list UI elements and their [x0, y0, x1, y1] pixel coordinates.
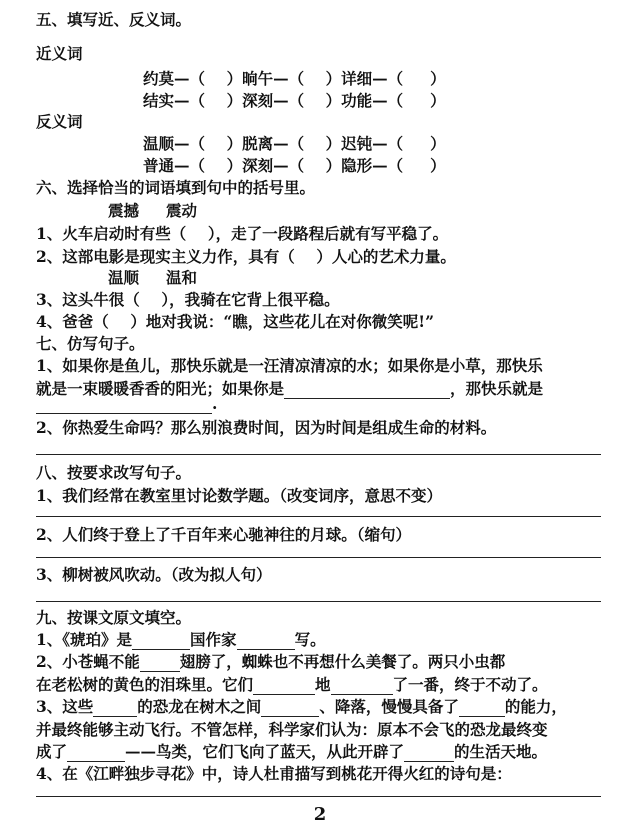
- answer-line[interactable]: [36, 796, 601, 797]
- answer-blank[interactable]: [331, 678, 393, 695]
- question8-3: 3、柳树被风吹动。（改为拟人句）: [36, 565, 272, 584]
- synonym-row-2: 结实—（ ）深刻—（ ）功能—（ ）: [143, 91, 446, 110]
- answer-line[interactable]: [36, 601, 601, 602]
- question6-4: 4、爸爸（ ）地对我说：“瞧，这些花儿在对你微笑呢!”: [36, 312, 435, 331]
- synonym-row-1: 约莫—（ ）晌午—（ ）详细—（ ）: [143, 69, 446, 88]
- question6-3: 3、这头牛很（ ），我骑在它背上很平稳。: [36, 290, 340, 309]
- antonym-row-2: 普通—（ ）深刻—（ ）隐形—（ ）: [143, 156, 446, 175]
- synonym-label: 近义词: [36, 44, 83, 63]
- answer-blank[interactable]: [67, 745, 125, 762]
- answer-blank[interactable]: [140, 655, 180, 672]
- question7-2: 2、你热爱生命吗？那么别浪费时间，因为时间是组成生命的材料。: [36, 418, 497, 437]
- question6-2: 2、这部电影是现实主义力作，具有（ ）人心的艺术力量。: [36, 247, 456, 266]
- section8-title: 八、按要求改写句子。: [36, 463, 192, 482]
- section7-title: 七、仿写句子。: [36, 334, 145, 353]
- question9-1: 1、《琥珀》是 国作家 写。: [36, 630, 326, 649]
- question9-3-line3: 成了 ——鸟类，它们飞向了蓝天，从此开辟了 的生活天地。: [36, 742, 548, 761]
- question7-1-line1: 1、如果你是鱼儿，那快乐就是一汪清凉清凉的水；如果你是小草，那快乐: [36, 356, 543, 375]
- question9-3-line1: 3、这些 的恐龙在树木之间 、降落，慢慢具备了 的能力，: [36, 697, 567, 716]
- answer-line[interactable]: [36, 557, 601, 558]
- answer-blank[interactable]: [36, 397, 212, 414]
- word-choices-2: 温顺 温和: [108, 268, 197, 287]
- question8-2: 2、人们终于登上了千百年来心驰神往的月球。（缩句）: [36, 525, 412, 544]
- antonym-label: 反义词: [36, 112, 83, 131]
- answer-line[interactable]: [36, 454, 601, 455]
- answer-blank[interactable]: [237, 633, 295, 650]
- question6-1: 1、火车启动时有些（ ），走了一段路程后就有写平稳了。: [36, 224, 449, 243]
- antonym-row-1: 温顺—（ ）脱离—（ ）迟钝—（ ）: [143, 134, 446, 153]
- section5-title: 五、填写近、反义词。: [36, 10, 192, 29]
- answer-blank[interactable]: [253, 678, 315, 695]
- answer-blank[interactable]: [459, 700, 505, 717]
- answer-blank[interactable]: [261, 700, 319, 717]
- answer-blank[interactable]: [404, 745, 454, 762]
- question7-1-line2: 就是一束暖暖香香的阳光；如果你是 ，那快乐就是: [36, 379, 544, 398]
- question9-2-line2: 在老松树的黄色的泪珠里。它们 地 了一番，终于不动了。: [36, 675, 548, 694]
- section9-title: 九、按课文原文填空。: [36, 608, 192, 627]
- section6-title: 六、选择恰当的词语填到句中的括号里。: [36, 178, 316, 197]
- answer-blank[interactable]: [284, 382, 450, 399]
- question7-1-line3: .: [36, 394, 217, 414]
- page-number: 2: [313, 804, 327, 825]
- word-choices-1: 震撼 震动: [108, 201, 197, 220]
- question9-4: 4、在《江畔独步寻花》中，诗人杜甫描写到桃花开得火红的诗句是：: [36, 764, 512, 783]
- answer-blank[interactable]: [132, 633, 190, 650]
- answer-blank[interactable]: [93, 700, 137, 717]
- answer-line[interactable]: [36, 516, 601, 517]
- question9-3-line2: 并最终能够主动飞行。不管怎样，科学家们认为：原本不会飞的恐龙最终变: [36, 720, 548, 739]
- question8-1: 1、我们经常在教室里讨论数学题。（改变词序，意思不变）: [36, 486, 443, 505]
- question9-2-line1: 2、小苍蝇不能 翅膀了，蜘蛛也不再想什么美餐了。两只小虫都: [36, 652, 506, 671]
